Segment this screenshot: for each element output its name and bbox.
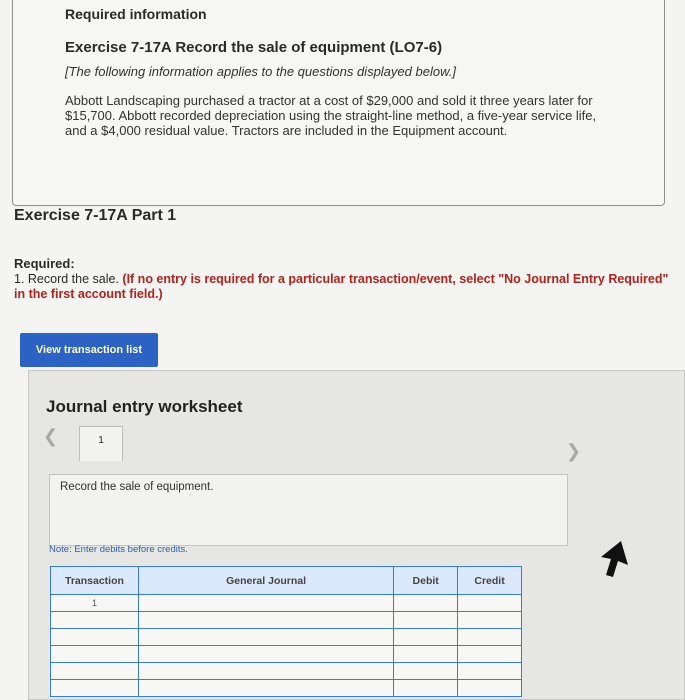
transaction-cell xyxy=(51,663,139,680)
transaction-cell: 1 xyxy=(51,595,139,612)
debit-field[interactable] xyxy=(394,595,458,612)
info-box xyxy=(12,0,665,206)
account-field[interactable] xyxy=(138,629,393,646)
part-title: Exercise 7-17A Part 1 xyxy=(14,207,177,224)
worksheet-page-tab[interactable]: 1 xyxy=(79,426,123,461)
required-label: Required: xyxy=(14,256,75,271)
chevron-right-icon[interactable]: ❯ xyxy=(566,441,582,461)
credit-field[interactable] xyxy=(458,646,522,663)
table-row xyxy=(51,612,522,629)
debit-field[interactable] xyxy=(394,629,458,646)
debit-field[interactable] xyxy=(394,612,458,629)
credit-field[interactable] xyxy=(458,595,522,612)
account-field[interactable] xyxy=(138,612,393,629)
journal-table xyxy=(50,566,522,697)
column-header-debit: Debit xyxy=(394,567,458,595)
transaction-cell xyxy=(51,646,139,663)
required-highlight: (If no entry is required for a particular transaction/event, select "No Journal Entry Required" in the first account field.) xyxy=(14,272,669,301)
column-header-credit: Credit xyxy=(458,567,522,595)
debit-field[interactable] xyxy=(394,646,458,663)
column-header-general-journal: General Journal xyxy=(138,567,393,595)
exercise-title: Exercise 7-17A Record the sale of equipment (LO7-6) xyxy=(65,39,443,56)
transaction-cell xyxy=(51,680,139,697)
info-note: [The following information applies to the questions displayed below.] xyxy=(65,64,456,79)
table-row xyxy=(51,629,522,646)
account-field[interactable] xyxy=(138,680,393,697)
info-heading: Required information xyxy=(65,6,207,22)
table-row xyxy=(51,663,522,680)
account-field[interactable] xyxy=(138,595,393,612)
column-header-transaction: Transaction xyxy=(51,567,139,595)
required-instruction: 1. Record the sale. xyxy=(14,272,119,286)
mouse-cursor-icon xyxy=(597,539,631,579)
worksheet-title: Journal entry worksheet xyxy=(46,397,243,416)
chevron-left-icon[interactable]: ❮ xyxy=(43,426,59,446)
credit-field[interactable] xyxy=(458,629,522,646)
record-instruction-box xyxy=(49,474,568,546)
view-transaction-list-button[interactable]: View transaction list xyxy=(20,333,158,367)
credit-field[interactable] xyxy=(458,680,522,697)
debit-field[interactable] xyxy=(394,663,458,680)
record-instruction: Record the sale of equipment. xyxy=(60,481,214,493)
account-field[interactable] xyxy=(138,663,393,680)
table-row xyxy=(51,595,522,612)
transaction-cell xyxy=(51,629,139,646)
transaction-cell xyxy=(51,612,139,629)
debit-field[interactable] xyxy=(394,680,458,697)
required-text xyxy=(14,272,674,302)
info-body: Abbott Landscaping purchased a tractor at a cost of $29,000 and sold it three years later for $15,700. Abbott recorded depreciation using the straight-line method, a five-year service life, and a $4,000 residual value. Tractors are included in the Equipment account. xyxy=(65,93,597,138)
entry-note: Note: Enter debits before credits. xyxy=(49,544,188,555)
credit-field[interactable] xyxy=(458,612,522,629)
credit-field[interactable] xyxy=(458,663,522,680)
account-field[interactable] xyxy=(138,646,393,663)
table-row xyxy=(51,680,522,697)
table-row xyxy=(51,646,522,663)
